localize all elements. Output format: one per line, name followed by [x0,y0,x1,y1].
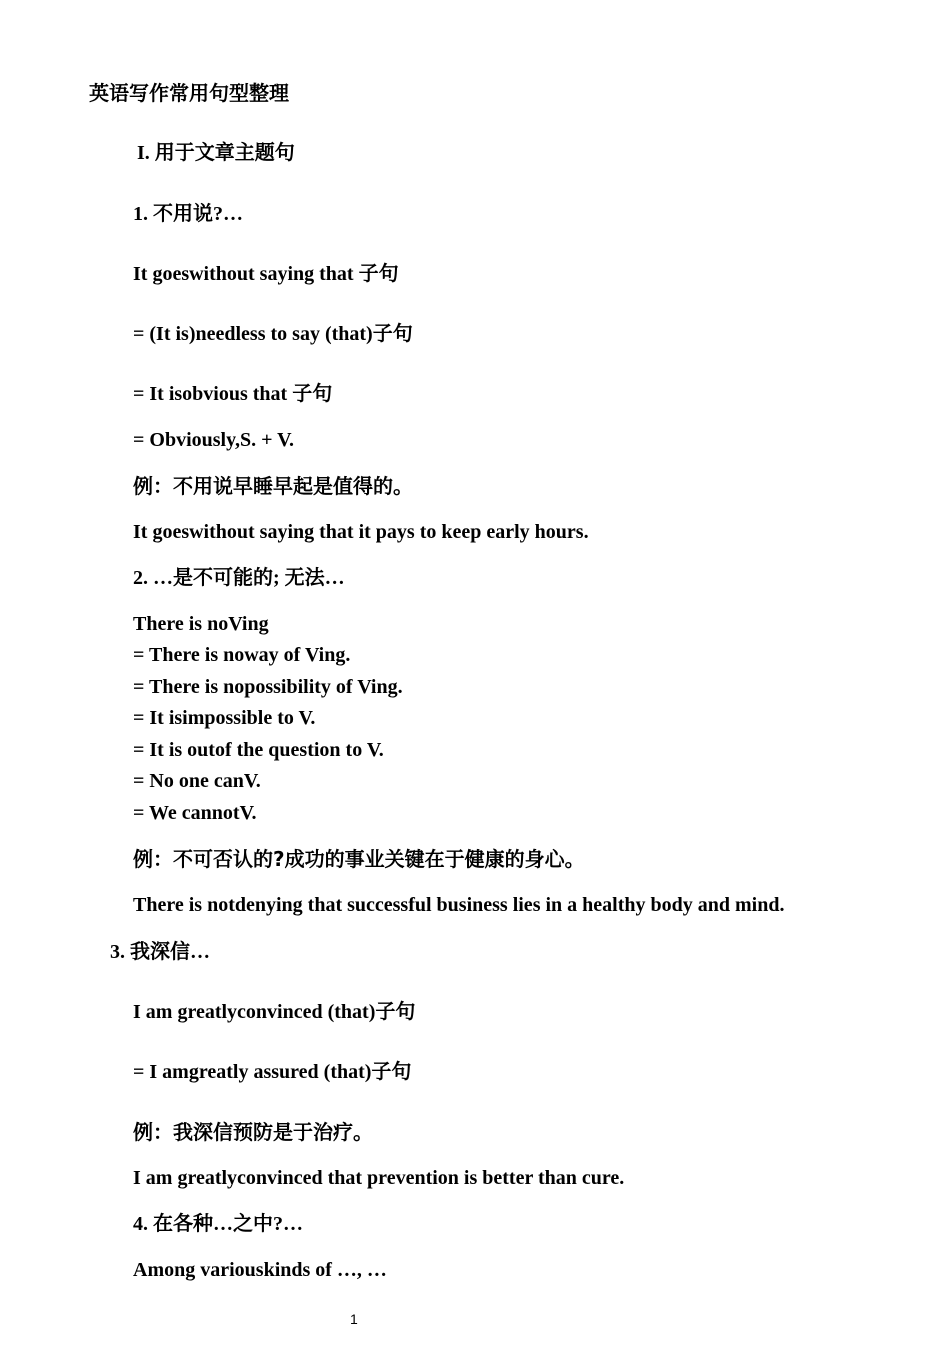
pattern-line: = (It is)needless to say (that)子句 [133,323,413,345]
item-heading: 1. 不用说?… [133,203,243,225]
pattern-line: = There is noway of Ving. [133,644,351,666]
example-english: There is notdenying that successful business lies in a healthy body and mind. [133,894,785,916]
pattern-line: = We cannotV. [133,802,257,824]
pattern-line: Among variouskinds of …, … [133,1259,387,1281]
pattern-line: = I amgreatly assured (that)子句 [133,1061,412,1083]
pattern-line: There is noVing [133,613,269,635]
pattern-line: = It isobvious that 子句 [133,383,333,405]
page-number: 1 [350,1311,358,1327]
pattern-line: = There is nopossibility of Ving. [133,676,403,698]
item-heading: 3. 我深信… [110,941,210,963]
pattern-line: = It isimpossible to V. [133,707,316,729]
example-chinese: 例：不可否认的?成功的事业关键在于健康的身心。 [133,847,585,871]
example-chinese: 例：不用说早睡早起是值得的。 [133,474,413,498]
example-english: I am greatlyconvinced that prevention is better than cure. [133,1167,625,1189]
example-english: It goeswithout saying that it pays to keep early hours. [133,521,589,543]
pattern-line: = No one canV. [133,770,261,792]
section-heading: I. 用于文章主题句 [137,142,295,164]
item-heading: 4. 在各种…之中?… [133,1213,303,1235]
document-title: 英语写作常用句型整理 [89,81,289,105]
example-chinese: 例：我深信预防是于治疗。 [133,1120,373,1144]
item-heading: 2. …是不可能的; 无法… [133,567,345,589]
pattern-line: It goeswithout saying that 子句 [133,263,399,285]
pattern-line: I am greatlyconvinced (that)子句 [133,1001,416,1023]
pattern-line: = Obviously,S. + V. [133,429,295,451]
pattern-line: = It is outof the question to V. [133,739,384,761]
